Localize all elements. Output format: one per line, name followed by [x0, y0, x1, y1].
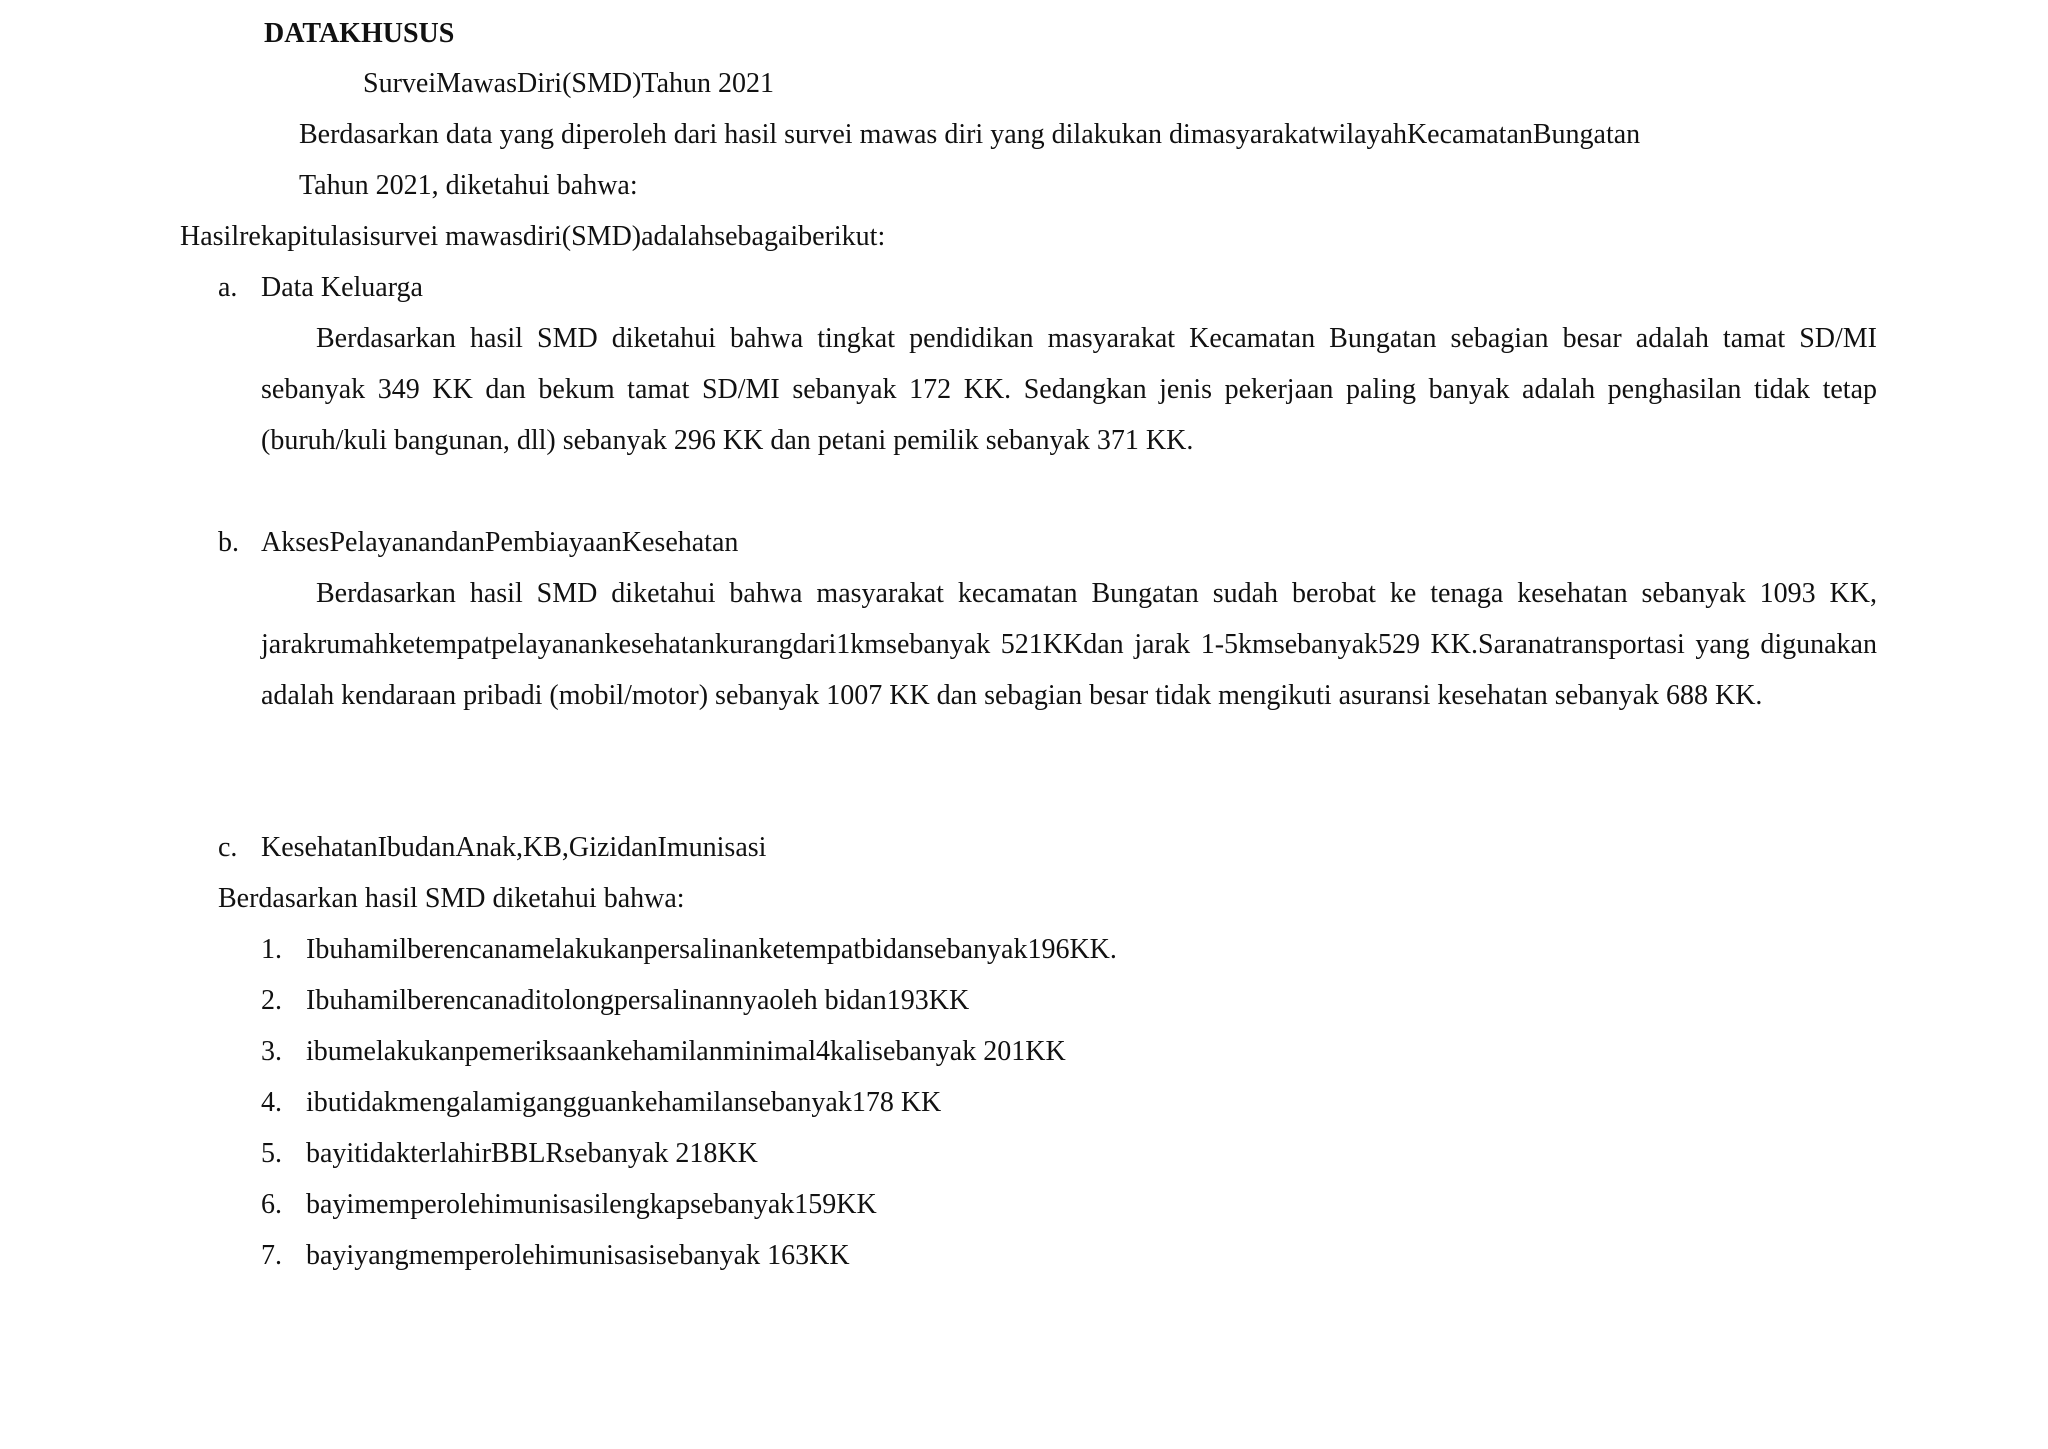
section-c-lead: Berdasarkan hasil SMD diketahui bahwa: [218, 883, 685, 914]
section-b-marker: b. [218, 527, 239, 558]
section-b-heading: AksesPelayanandanPembiayaanKesehatan [261, 527, 739, 558]
section-a-marker: a. [218, 272, 238, 303]
list-item: Ibuhamilberencanamelakukanpersalinanketempatbidansebanyak196KK. [306, 934, 1117, 965]
intro-line-2: Tahun 2021, diketahui bahwa: [299, 170, 638, 201]
list-item-number: 1. [261, 934, 282, 965]
section-b-paragraph: Berdasarkan hasil SMD diketahui bahwa masyarakat kecamatan Bungatan sudah berobat ke tenaga kesehatan sebanyak 1093 KK, jarakrumahketempatpelayanankesehatankurangdari1kmsebanyak 521KKdan jarak 1-5kmsebanyak529 KK.Saranatransportasi yang digunakan adalah kendaraan pribadi (mobil/motor) sebanyak 1007 KK dan sebagian besar tidak mengikuti asuransi kesehatan sebanyak 688 KK. [261, 578, 1877, 711]
list-item-number: 4. [261, 1087, 282, 1118]
list-item-number: 3. [261, 1036, 282, 1067]
document-subtitle: SurveiMawasDiri(SMD)Tahun 2021 [363, 68, 774, 99]
document-title: DATAKHUSUS [264, 18, 455, 49]
section-a-paragraph: Berdasarkan hasil SMD diketahui bahwa tingkat pendidikan masyarakat Kecamatan Bungatan sebagian besar adalah tamat SD/MI sebanyak 349 KK dan bekum tamat SD/MI sebanyak 172 KK. Sedangkan jenis pekerjaan paling banyak adalah penghasilan tidak tetap (buruh/kuli bangunan, dll) sebanyak 296 KK dan petani pemilik sebanyak 371 KK. [261, 323, 1877, 456]
intro-line-1: Berdasarkan data yang diperoleh dari hasil survei mawas diri yang dilakukan dimasyarakatwilayahKecamatanBungatan [299, 119, 1641, 150]
list-item: Ibuhamilberencanaditolongpersalinannyaoleh bidan193KK [306, 985, 970, 1016]
list-item-number: 6. [261, 1189, 282, 1220]
list-item: bayiyangmemperolehimunisasisebanyak 163KK [306, 1240, 850, 1271]
list-item-number: 5. [261, 1138, 282, 1169]
section-c-heading: KesehatanIbudanAnak,KB,GizidanImunisasi [261, 832, 767, 863]
section-c-marker: c. [218, 832, 238, 863]
list-item: ibutidakmengalamigangguankehamilansebanyak178 KK [306, 1087, 942, 1118]
list-item-number: 2. [261, 985, 282, 1016]
list-item: ibumelakukanpemeriksaankehamilanminimal4kalisebanyak 201KK [306, 1036, 1066, 1067]
section-a-heading: Data Keluarga [261, 272, 423, 303]
list-item-number: 7. [261, 1240, 282, 1271]
list-item: bayimemperolehimunisasilengkapsebanyak159KK [306, 1189, 877, 1220]
recap-line: Hasilrekapitulasisurvei mawasdiri(SMD)adalahsebagaiberikut: [180, 221, 886, 252]
list-item: bayitidakterlahirBBLRsebanyak 218KK [306, 1138, 758, 1169]
